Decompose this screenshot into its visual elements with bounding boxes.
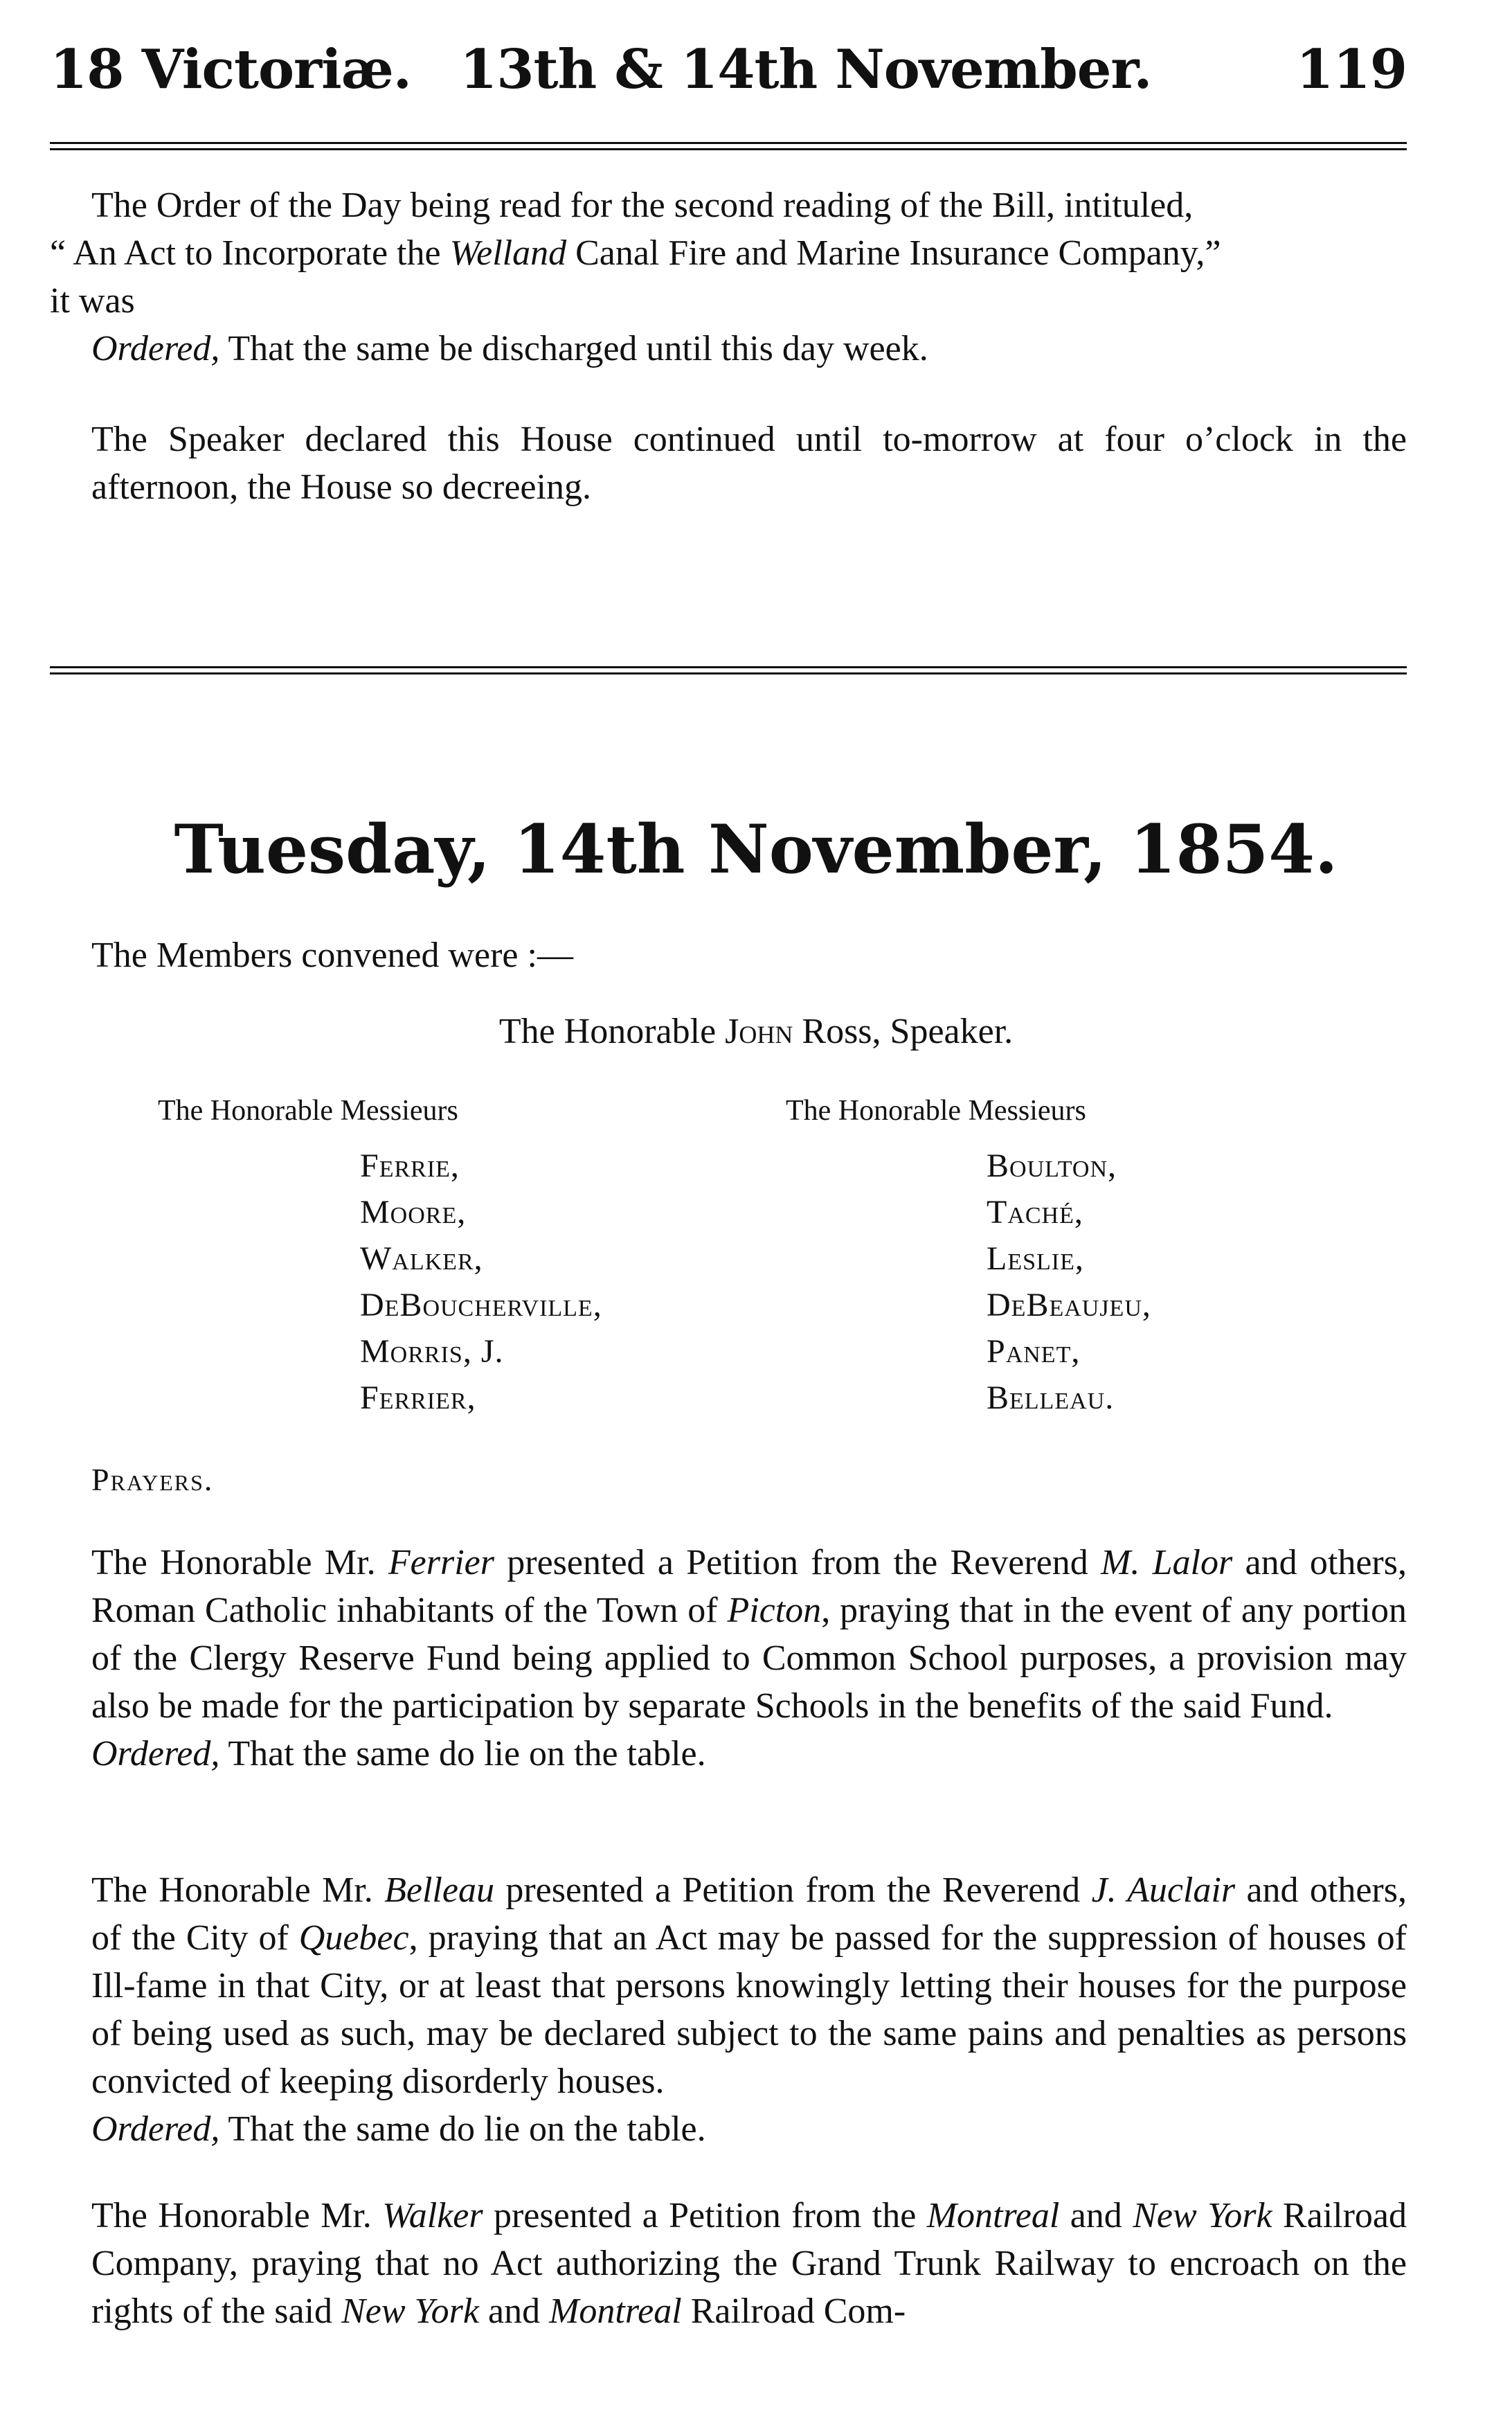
member-name: Ferrie, (360, 1147, 460, 1184)
member-name: Walker, (360, 1240, 483, 1277)
member-name: Boulton, (987, 1147, 1117, 1184)
header-double-rule (50, 142, 1407, 150)
member-name: Moore, (360, 1194, 467, 1231)
members-convened-label: The Members convened were :— (91, 936, 573, 975)
member-name: Belleau. (987, 1379, 1115, 1416)
members-column-heading-left: The Honorable Messieurs (158, 1095, 458, 1127)
page-number: 119 (1296, 37, 1407, 101)
member-name: Ferrier, (360, 1379, 476, 1416)
members-column-heading-right: The Honorable Messieurs (786, 1095, 1086, 1127)
day-heading: Tuesday, 14th November, 1854. (174, 810, 1338, 888)
header-dates: 13th & 14th November. (459, 37, 1152, 101)
session-label: 18 Victoriæ. (50, 37, 411, 101)
member-name: Panet, (987, 1333, 1081, 1370)
member-name: Morris, J. (360, 1333, 504, 1370)
members-list-right (987, 1143, 1151, 1421)
adjournment-paragraph: The Speaker declared this House continued until to-morrow at four o’clock in the afternoon, the House so decreeing. (91, 420, 1407, 507)
member-name: DeBoucherville, (360, 1287, 602, 1323)
running-header (50, 28, 1407, 111)
prayers-label: Prayers. (91, 1462, 214, 1497)
petition-walker: The Honorable Mr. Walker presented a Petition from the Montreal and New York Railroad Company, praying that no Act authorizing the Grand Trunk Railway to encroach on the rights of the said New York and Montreal Railroad Com- (91, 2196, 1407, 2331)
member-name: Taché, (987, 1194, 1083, 1231)
member-name: DeBeaujeu, (987, 1287, 1151, 1323)
petition-belleau: The Honorable Mr. Belleau presented a Petition from the Reverend J. Auclair and others, of the City of Quebec, praying that an Act may be passed for the suppression of houses of Ill-fame in that City, or at least that persons knowingly letting their houses for the purpose of being used as such, may be declared subject to the same pains and penalties as persons convicted of keeping disorderly houses. Ordered, That the same do lie on the table. (91, 1870, 1407, 2149)
bill-order-paragraph: The Order of the Day being read for the second reading of the Bill, intituled, “ An Act to Incorporate the Welland Canal Fire and Marine Insurance Company,” it was Ordered, That the same be discharged until this day week. (50, 186, 1221, 368)
petition-ferrier: The Honorable Mr. Ferrier presented a Petition from the Reverend M. Lalor and others, Roman Catholic inhabitants of the Town of Picton, praying that in the event of any portion of the Clergy Reserve Fund being applied to Common School purposes, a provision may also be made for the participation by separate Schools in the benefits of the said Fund. Ordered, That the same do lie on the table. (91, 1543, 1407, 1774)
members-list-left (360, 1143, 602, 1421)
member-name: Leslie, (987, 1240, 1084, 1277)
speaker-line: The Honorable John Ross, Speaker. (498, 1012, 1014, 1051)
section-double-rule (50, 666, 1407, 675)
